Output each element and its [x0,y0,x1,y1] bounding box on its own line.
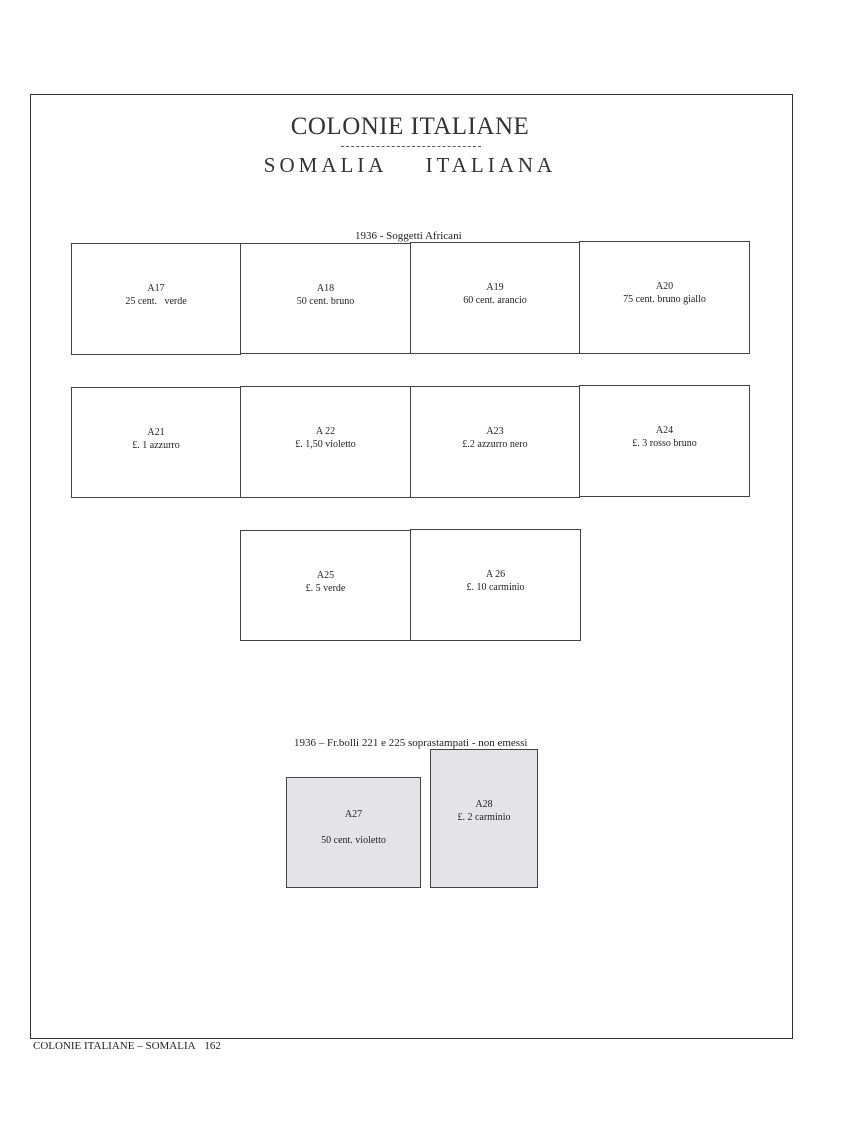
stamp-code: A27 [344,809,363,820]
stamp-code: A28 [475,799,493,810]
stamp-description: £. 10 carminio [466,582,525,593]
stamp-code: A25 [316,570,335,581]
stamp-code: A 22 [315,426,336,437]
stamp-description: £. 1,50 violetto [295,439,356,450]
page-footer [33,1040,227,1052]
stamp-code: A23 [486,426,504,437]
stamp-slot [579,241,750,354]
stamp-description: £. 1 azzurro [132,440,180,451]
stamp-description: 50 cent. violetto [321,835,386,846]
footer-text: COLONIE ITALIANE – SOMALIA [33,1040,196,1052]
stamp-description: 75 cent. bruno giallo [623,294,706,305]
stamp-slot [71,387,241,498]
section-caption: 1936 – Fr.bolli 221 e 225 soprastampati - non emessi [294,737,528,749]
stamp-description: 60 cent. arancio [463,295,527,306]
page-subtitle [0,153,820,178]
subtitle-word: SOMALIA [263,153,387,177]
stamp-code: A19 [486,282,504,293]
page-title: COLONIE ITALIANE [290,113,530,140]
stamp-slot [240,243,411,354]
stamp-slot [240,530,411,641]
stamp-slot [579,385,750,497]
stamp-code: A 26 [485,569,506,580]
stamp-slot [410,242,580,354]
stamp-description: £. 2 carminio [457,812,511,823]
stamp-description: 50 cent. bruno [296,296,355,307]
stamp-code: A18 [316,283,335,294]
stamp-code: A21 [147,427,165,438]
stamp-slot [240,386,411,498]
stamp-slot [286,777,421,888]
stamp-code: A17 [147,283,165,294]
stamp-description: £. 5 verde [305,583,346,594]
stamp-description: 25 cent. verde [125,296,187,307]
subtitle-word: ITALIANA [425,153,557,177]
section-caption: 1936 - Soggetti Africani [355,230,462,242]
stamp-code: A20 [655,281,674,292]
title-divider [341,146,481,147]
stamp-description: £. 3 rosso bruno [632,438,697,449]
stamp-slot [71,243,241,355]
page-number: 162 [204,1040,221,1052]
stamp-slot [410,529,581,641]
stamp-slot [430,749,538,888]
stamp-slot [410,386,580,498]
stamp-description: £.2 azzurro nero [462,439,528,450]
stamp-code: A24 [655,425,674,436]
